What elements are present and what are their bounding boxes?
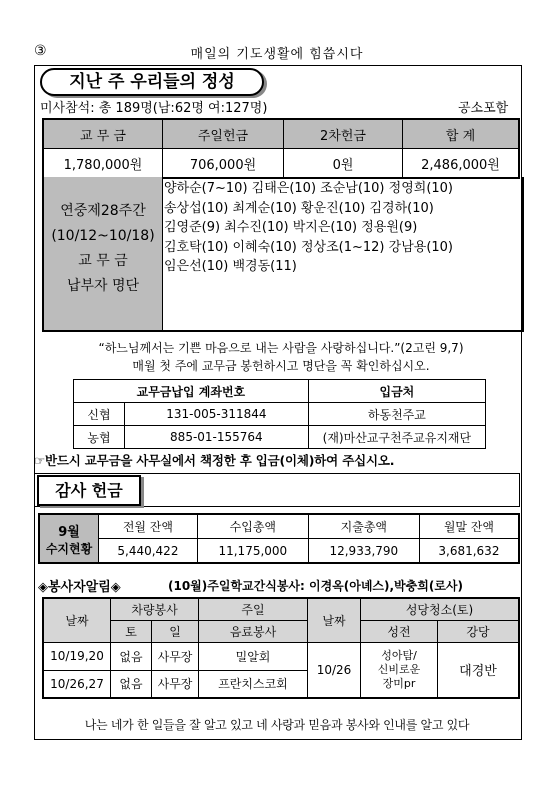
page-number: ③: [34, 43, 47, 59]
schedule-date: 10/26,27: [43, 670, 111, 698]
attendance-text: 미사참석: 총 189명(남:62명 여:127명): [40, 101, 268, 116]
col-header: 합 계: [403, 119, 520, 149]
col-header: 주일: [199, 598, 308, 620]
donor-label-line: 납부자 명단: [66, 278, 140, 294]
vehicle-sun: 사무장: [152, 642, 199, 670]
volunteer-table: [42, 597, 520, 699]
banner-text: 매일의 기도생활에 힘씁시다: [190, 47, 364, 62]
finance-table: [38, 513, 520, 564]
cell-value: 0원: [284, 149, 403, 179]
donor-line: 김영준(9) 최수진(10) 박지은(10) 정용원(9): [164, 220, 418, 235]
drink-service: 밀알회: [199, 642, 308, 670]
donor-box: [42, 177, 524, 332]
quote-subtext: 매월 첫 주에 교무금 봉헌하시고 명단을 꼭 확인하십시오.: [132, 359, 430, 373]
account-holder: (재)마산교구천주교유지재단: [308, 426, 485, 449]
col-header: 월말 잔액: [419, 514, 519, 539]
audit-title-box: [37, 475, 141, 506]
col-header: 날짜: [43, 598, 111, 642]
col-header: 토: [111, 620, 152, 642]
bible-quote: “하느님께서는 기쁜 마음으로 내는 사람을 사랑하십니다.”(2고린 9,7): [98, 341, 464, 355]
col-header: 주일헌금: [163, 119, 284, 149]
deposit-notice: ☞반드시 교무금을 사무실에서 책정한 후 입금(이체)하여 주십시오.: [34, 453, 395, 468]
cleaning-date: 10/26: [308, 642, 361, 698]
account-number: 885-01-155764: [125, 426, 309, 449]
sanctuary-line: 신비로운: [377, 662, 421, 676]
donor-list: [164, 179, 520, 277]
cell-value: 706,000원: [163, 149, 284, 179]
vehicle-sat: 없음: [111, 642, 152, 670]
account-number: 131-005-311844: [125, 403, 309, 426]
donor-label-line: (10/12~10/18): [51, 228, 155, 244]
donor-line: 양하순(7~10) 김태은(10) 조순남(10) 정영희(10): [164, 181, 453, 196]
donor-line: 송상섭(10) 최계순(10) 황운진(10) 김경하(10): [164, 200, 434, 216]
cleaning-sanctuary: [361, 642, 438, 698]
donor-line: 임은선(10) 백경동(11): [164, 259, 297, 274]
col-header: 교 무 금: [43, 119, 163, 149]
col-header: 전월 잔액: [99, 514, 198, 539]
footer-verse: 나는 네가 한 일들을 잘 알고 있고 네 사랑과 믿음과 봉사와 인내를 알고 있다: [84, 718, 470, 732]
finance-label: 수지현황: [45, 541, 93, 556]
col-header: 성당청소(토): [361, 598, 520, 620]
volunteer-heading: ◈봉사자알림◈: [38, 580, 121, 595]
vehicle-sat: 없음: [111, 670, 152, 698]
account-table: [73, 379, 486, 449]
drink-service: 프란치스코회: [199, 670, 308, 698]
offering-table: [42, 118, 520, 179]
cell-value: 1,780,000원: [43, 149, 163, 179]
col-header: 강당: [438, 620, 520, 642]
col-header: 날짜: [308, 598, 361, 642]
col-header: 수입총액: [197, 514, 308, 539]
col-header: 교무금납입 계좌번호: [74, 380, 309, 403]
donor-label-line: 연중제28주간: [60, 203, 146, 219]
col-header: 지출총액: [308, 514, 419, 539]
sunday-school-notice: (10월)주일학교간식봉사: 이경옥(아녜스),박충희(로사): [168, 579, 463, 593]
cell-value: 2,486,000원: [403, 149, 520, 179]
donor-label-line: 교 무 금: [78, 253, 128, 269]
audit-title: 감사 헌금: [55, 481, 123, 500]
cell-value: 3,681,632: [419, 539, 519, 564]
finance-month-label: [39, 514, 99, 563]
bank-name: 농협: [74, 426, 125, 449]
vehicle-sun: 사무장: [152, 670, 199, 698]
attendance-note: 공소포함: [458, 101, 509, 116]
donor-label: [44, 177, 163, 330]
sanctuary-line: 성아탐/: [381, 648, 417, 662]
donor-line: 김호탁(10) 이혜숙(10) 정상조(1~12) 강남용(10): [164, 239, 453, 255]
col-header: 음료봉사: [199, 620, 308, 642]
col-header: 입금처: [308, 380, 485, 403]
cell-value: 12,933,790: [308, 539, 419, 564]
cell-value: 11,175,000: [197, 539, 308, 564]
cell-value: 5,440,422: [99, 539, 198, 564]
offering-section-title: 지난 주 우리들의 정성: [40, 68, 264, 96]
schedule-date: 10/19,20: [43, 642, 111, 670]
col-header: 일: [152, 620, 199, 642]
finance-month: 9월: [58, 524, 80, 540]
account-holder: 하동천주교: [308, 403, 485, 426]
col-header: 차량봉사: [111, 598, 199, 620]
col-header: 2차헌금: [284, 119, 403, 149]
sanctuary-line: 장미pr: [382, 676, 416, 690]
cleaning-hall: 대경반: [438, 642, 520, 698]
col-header: 성전: [361, 620, 438, 642]
bank-name: 신협: [74, 403, 125, 426]
